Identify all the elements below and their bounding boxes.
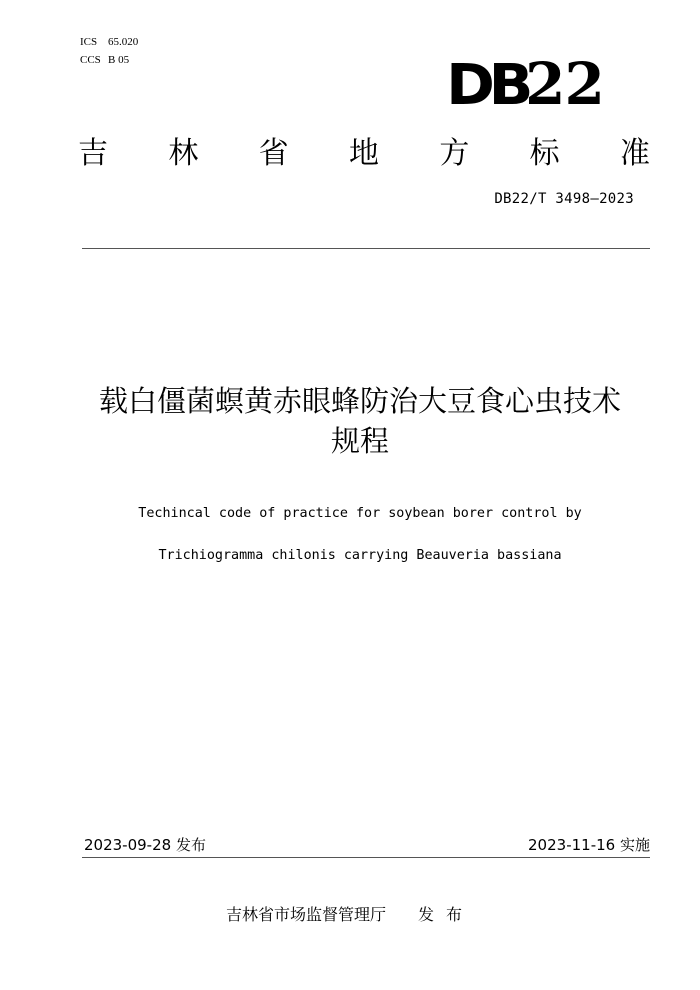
implement-label: 实施 xyxy=(619,836,650,854)
ics-value: 65.020 xyxy=(108,36,139,48)
release-date: 2023-09-28 xyxy=(84,836,172,854)
ics-row xyxy=(80,33,138,51)
english-title-line2: Trichiogramma chilonis carrying Beauveria bassiana xyxy=(158,548,562,563)
ccs-label: CCS xyxy=(80,54,101,66)
classification-block xyxy=(80,33,138,69)
standard-title-char: 准 xyxy=(619,136,650,171)
issuer-name: 吉林省市场监督管理厅 xyxy=(225,905,386,924)
implement-date-block xyxy=(528,835,650,855)
standard-code: DB22/T 3498—2023 xyxy=(494,191,634,207)
release-date-block xyxy=(84,835,206,855)
ccs-value: B 05 xyxy=(108,54,130,66)
chinese-title-line2: 规程 xyxy=(330,424,389,458)
ics-label: ICS xyxy=(80,36,98,48)
db22-logo xyxy=(448,52,618,116)
standard-title-char: 地 xyxy=(348,136,379,171)
bottom-divider xyxy=(82,857,650,858)
standard-title-char: 吉 xyxy=(78,136,108,171)
logo-letters: DB xyxy=(446,53,528,118)
issuer-line xyxy=(0,904,700,926)
english-title xyxy=(60,482,660,587)
standard-type-title xyxy=(78,134,650,174)
ccs-row xyxy=(80,51,138,69)
english-title-line1: Techincal code of practice for soybean borer control by xyxy=(138,506,582,521)
chinese-title-line1: 载白僵菌螟黄赤眼蜂防治大豆食心虫技术 xyxy=(98,384,621,418)
issuer-action: 发布 xyxy=(418,905,475,924)
standard-title-char: 省 xyxy=(258,136,289,171)
standard-title-char: 林 xyxy=(168,136,199,171)
top-divider xyxy=(82,248,650,249)
logo-number: 22 xyxy=(525,50,604,118)
standard-title-char: 方 xyxy=(439,136,470,171)
release-label: 发布 xyxy=(175,836,206,854)
implement-date: 2023-11-16 xyxy=(528,836,616,854)
standard-title-char: 标 xyxy=(529,136,560,171)
chinese-title xyxy=(60,381,660,461)
